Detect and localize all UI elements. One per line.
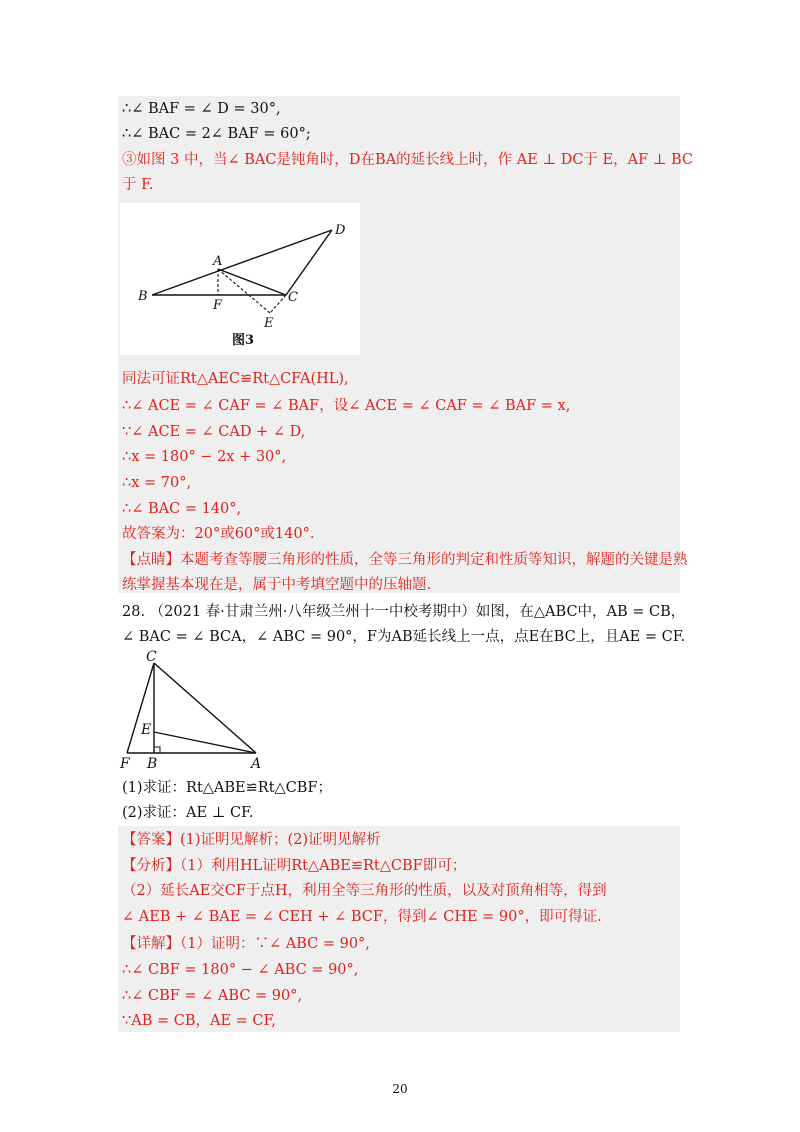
analysis-line: 【分析】（1）利用HL证明Rt△ABE≌Rt△CBF即可； — [122, 858, 467, 874]
detail-line: ∴∠ CBF = 180° − ∠ ABC = 90°, — [122, 962, 359, 978]
case3-line: 于 F. — [122, 177, 154, 193]
analysis-line: ∠ AEB + ∠ BAE = ∠ CEH + ∠ BCF，得到∠ CHE = 90°，即可得证. — [122, 909, 602, 925]
line-EA — [154, 732, 256, 753]
label-E: E — [264, 316, 274, 331]
dianjing-line: 【点睛】本题考查等腰三角形的性质，全等三角形的判定和性质等知识，解题的关键是熟 — [122, 552, 688, 568]
answer-line: 【答案】(1)证明见解析；(2)证明见解析 — [122, 832, 381, 848]
detail-line: ∵AB = CB，AE = CF, — [122, 1013, 276, 1029]
proof-line: 同法可证Rt△AEC≌Rt△CFA(HL), — [122, 371, 349, 387]
line-AC — [218, 269, 286, 295]
figure-caption: 图3 — [232, 333, 255, 348]
proof-line: ∴∠ BAC = 140°, — [122, 501, 242, 517]
label-C: C — [146, 649, 157, 665]
label-E: E — [141, 722, 152, 738]
question-line: 28. （2021 春·甘肃兰州·八年级兰州十一中校考期中）如图，在△ABC中，AB = CB， — [122, 604, 686, 620]
line-CF — [127, 663, 154, 753]
line-CA — [154, 663, 256, 753]
label-A: A — [213, 254, 223, 269]
question-part: (1)求证：Rt△ABE≌Rt△CBF； — [122, 780, 333, 796]
label-B: B — [147, 756, 158, 772]
figure-3 — [120, 203, 360, 355]
proof-line: ∴x = 180° − 2x + 30°, — [122, 449, 287, 465]
proof-line: ∴∠ BAF = ∠ D = 30°, — [122, 101, 281, 117]
dash-AE — [218, 269, 270, 313]
detail-line: ∴∠ CBF = ∠ ABC = 90°, — [122, 988, 303, 1004]
question-line: ∠ BAC = ∠ BCA，∠ ABC = 90°，F为AB延长线上一点，点E在BC上，且AE = CF. — [122, 629, 686, 645]
line-BD — [152, 230, 332, 295]
dash-CE — [270, 295, 286, 313]
label-C: C — [288, 290, 298, 305]
analysis-line: （2）延长AE交CF于点H，利用全等三角形的性质，以及对顶角相等，得到 — [122, 883, 607, 899]
page-number: 20 — [392, 1082, 408, 1096]
question-28-figure — [116, 648, 266, 773]
detail-line: 【详解】（1）证明：∵∠ ABC = 90°, — [122, 936, 370, 952]
answer-line: 故答案为：20°或60°或140°. — [122, 526, 315, 542]
label-A: A — [251, 756, 262, 772]
question-part: (2)求证：AE ⊥ CF. — [122, 805, 254, 821]
right-angle-mark — [154, 747, 160, 753]
label-F: F — [120, 756, 130, 772]
proof-line: ∴∠ BAC = 2∠ BAF = 60°; — [122, 126, 311, 142]
case3-line: ③如图 3 中，当∠ BAC是钝角时，D在BA的延长线上时，作 AE ⊥ DC于 E，AF ⊥ BC — [122, 152, 694, 168]
proof-line: ∴x = 70°, — [122, 475, 192, 491]
dianjing-line: 练掌握基本现在是，属于中考填空题中的压轴题. — [122, 577, 432, 593]
label-B: B — [138, 289, 148, 304]
proof-line: ∵∠ ACE = ∠ CAD + ∠ D, — [122, 424, 306, 440]
figure-3-diagram — [120, 203, 360, 355]
label-F: F — [213, 298, 223, 313]
proof-line: ∴∠ ACE = ∠ CAF = ∠ BAF，设∠ ACE = ∠ CAF = ∠ BAF = x, — [122, 398, 571, 414]
q28-diagram — [116, 648, 266, 773]
label-D: D — [335, 223, 346, 238]
line-CD — [286, 230, 332, 295]
